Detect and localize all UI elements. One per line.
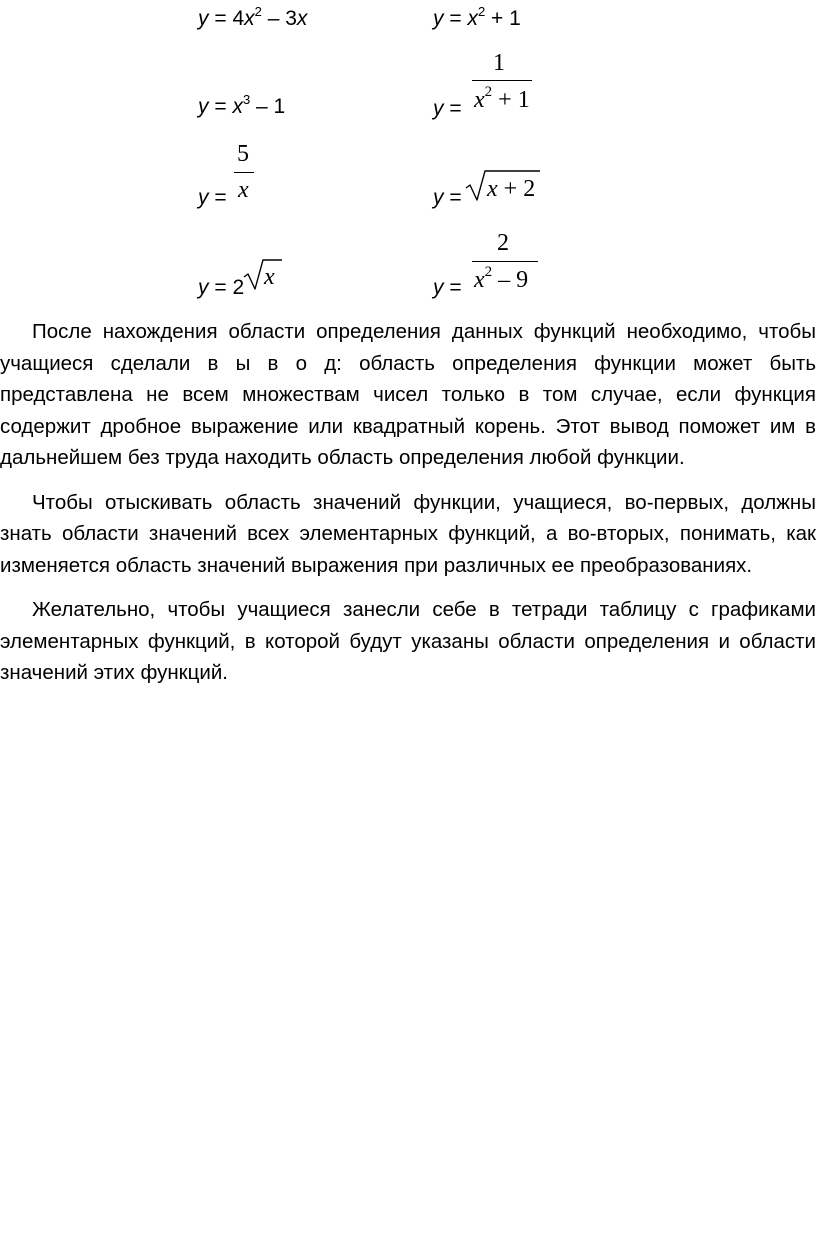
formula-4-denominator: $x^2 + 1$ — [474, 84, 530, 113]
paragraph-range-of-values: Чтобы отыскивать область значений функции, учащиеся, во-первых, должны знать области значений всех элементарных функций, а во-вторых, понимать, как изменяется область значений выражения при различных ее преобразованиях. — [0, 490, 816, 577]
formula-7-radical-sign — [243, 258, 283, 292]
paragraph-domain-conclusion: После нахождения области определения данных функций необходимо, чтобы учащиеся сделали в ы в о д: область определения функции может быть представлена не всем множествам чисел только в том случае, если функция содержит дробное выражение или квадратный корень. Этот вывод поможет им в дальнейшем без труда находить область определения любой функции. — [0, 320, 816, 469]
formula-4-fraction-bar — [472, 80, 532, 81]
formula-2: $y = x^2 + 1$ — [433, 4, 521, 30]
formula-8-fraction-bar — [472, 261, 538, 262]
formula-5-denominator: x — [238, 177, 249, 203]
body-text — [0, 316, 816, 689]
formula-4-numerator: 1 — [493, 50, 505, 76]
formula-3: $y = x^3 - 1$ — [198, 92, 286, 118]
formula-7-label: y = 2 — [198, 276, 245, 299]
formula-6-label: y = — [433, 186, 462, 209]
formula-5-numerator: 5 — [237, 141, 249, 167]
formula-8-numerator: 2 — [497, 230, 509, 256]
formula-5-fraction-bar — [234, 172, 254, 173]
formula-7-radicand: x — [264, 264, 275, 290]
formula-5-label: y = — [198, 186, 227, 209]
formula-6-radicand: x + 2 — [487, 176, 536, 202]
formula-1: $y = 4x^2 - 3x$ — [198, 4, 308, 30]
formula-4-label: y = — [433, 97, 462, 120]
paragraph-table-of-functions: Желательно, чтобы учащиеся занесли себе в тетради таблицу с графиками элементарных функций, в которой будут указаны области определения и области значений этих функций. — [0, 598, 816, 684]
formula-8-denominator: $x^2 - 9$ — [474, 264, 529, 293]
formula-8-label: y = — [433, 276, 462, 299]
